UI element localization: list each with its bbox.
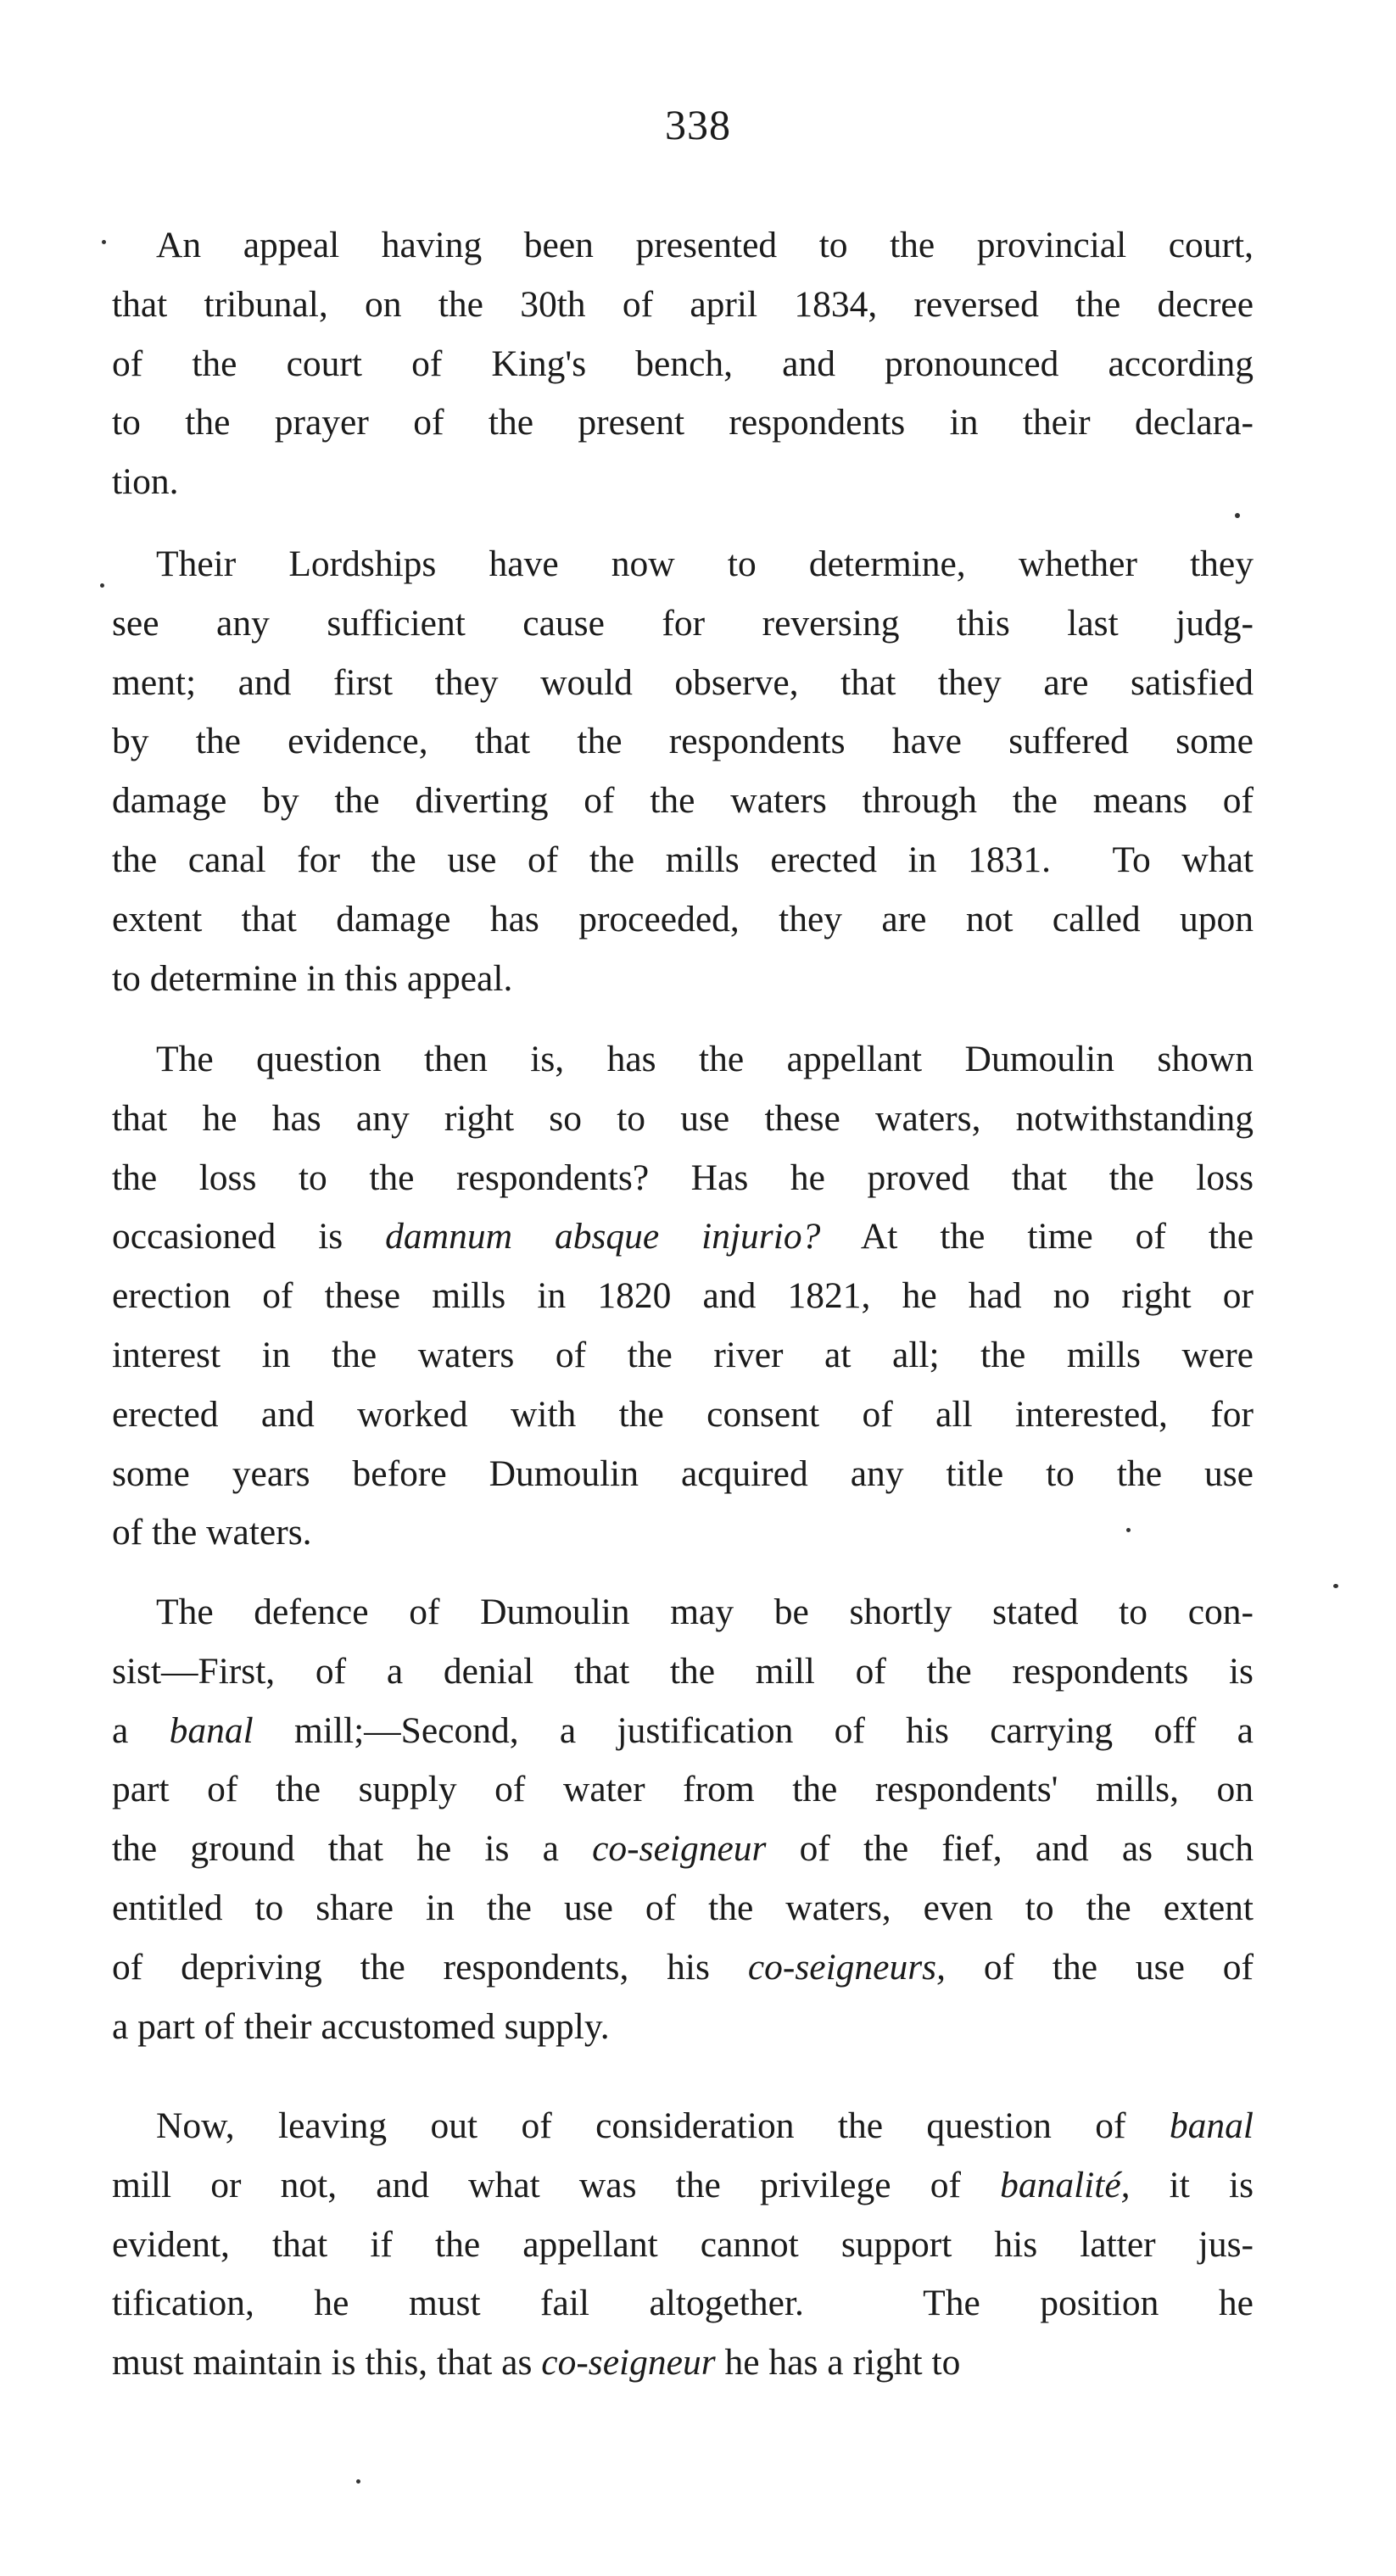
text-run: he has a right to bbox=[715, 2342, 961, 2384]
text-run: it is bbox=[1130, 2164, 1254, 2205]
text-line bbox=[112, 1445, 1254, 1504]
text-run: of depriving the respondents, his bbox=[112, 1946, 748, 1988]
text-run: extent that damage has proceeded, they are not called upon bbox=[112, 898, 1254, 940]
text-run: must maintain is this, that as bbox=[112, 2342, 542, 2384]
text-run: the ground that he is a bbox=[112, 1828, 593, 1870]
text-line bbox=[112, 276, 1254, 335]
text-run: of the use of bbox=[945, 1946, 1254, 1988]
text-run: erection of these mills in 1820 and 1821, he had no right or bbox=[112, 1275, 1254, 1317]
text-run: the loss to the respondents? Has he proved that the loss bbox=[112, 1157, 1254, 1198]
text-run: erected and worked with the consent of all interested, for bbox=[112, 1393, 1254, 1435]
text-line bbox=[112, 1090, 1254, 1149]
text-line bbox=[112, 1879, 1254, 1938]
scan-speck bbox=[1235, 513, 1240, 518]
text-run: to determine in this appeal. bbox=[112, 957, 513, 999]
text-line bbox=[112, 1702, 1254, 1761]
text-line bbox=[112, 1760, 1254, 1820]
text-line bbox=[112, 1326, 1254, 1386]
text-line bbox=[112, 2156, 1254, 2216]
text-run: The defence of Dumoulin may be shortly stated to con- bbox=[156, 1592, 1254, 1632]
text-line bbox=[112, 1386, 1254, 1445]
text-run: of the waters. bbox=[112, 1512, 312, 1553]
scan-speck bbox=[102, 240, 106, 244]
text-line bbox=[112, 1149, 1254, 1208]
scan-speck bbox=[1126, 1528, 1131, 1532]
text-run: occasioned is bbox=[112, 1216, 386, 1257]
paragraph-consideration bbox=[112, 2097, 1254, 2393]
text-run: to the prayer of the present respondents in their declara- bbox=[112, 402, 1254, 443]
text-line bbox=[112, 1207, 1254, 1267]
text-run: by the evidence, that the respondents have suffered some bbox=[112, 721, 1254, 762]
text-line bbox=[112, 1998, 1254, 2057]
text-line bbox=[112, 216, 1254, 276]
text-line bbox=[112, 453, 1254, 512]
text-line bbox=[112, 535, 1254, 594]
text-run: a bbox=[112, 1709, 170, 1751]
text-line bbox=[112, 1820, 1254, 1879]
text-run: evident, that if the appellant cannot support his latter jus- bbox=[112, 2223, 1254, 2265]
text-run: mill;—Second, a justification of his carrying off a bbox=[253, 1709, 1254, 1751]
text-run: The question then is, has the appellant Dumoulin shown bbox=[156, 1039, 1254, 1079]
italic-term: banal bbox=[1169, 2105, 1254, 2146]
italic-term: co-seigneur bbox=[592, 1828, 767, 1870]
text-line bbox=[112, 393, 1254, 453]
text-run: Now, leaving out of consideration the question of bbox=[156, 2105, 1170, 2146]
text-line bbox=[112, 1503, 1254, 1563]
paragraph-question bbox=[112, 1030, 1254, 1563]
text-run: entitled to share in the use of the waters, even to the extent bbox=[112, 1887, 1254, 1928]
text-line bbox=[112, 2333, 1254, 2393]
text-run: that he has any right so to use these waters, notwithstanding bbox=[112, 1097, 1254, 1139]
text-run: some years before Dumoulin acquired any title to the use bbox=[112, 1452, 1254, 1494]
text-line bbox=[112, 1030, 1254, 1090]
text-line bbox=[112, 594, 1254, 654]
scan-speck bbox=[356, 2479, 360, 2484]
text-run: a part of their accustomed supply. bbox=[112, 2005, 610, 2047]
italic-term: damnum absque injurio? bbox=[385, 1216, 821, 1257]
text-line bbox=[112, 831, 1254, 890]
italic-term: banalité, bbox=[1000, 2164, 1131, 2205]
scan-speck bbox=[1333, 1584, 1338, 1588]
text-run: that tribunal, on the 30th of april 1834, reversed the decree bbox=[112, 283, 1254, 325]
text-run: mill or not, and what was the privilege of bbox=[112, 2164, 1001, 2205]
text-line bbox=[112, 1267, 1254, 1326]
text-run: part of the supply of water from the respondents' mills, on bbox=[112, 1769, 1254, 1810]
text-run: Their Lordships have now to determine, whether they bbox=[156, 544, 1254, 584]
text-line bbox=[112, 772, 1254, 831]
text-run: of the fief, and as such bbox=[766, 1828, 1254, 1870]
text-line bbox=[112, 654, 1254, 713]
paragraph-lordships bbox=[112, 535, 1254, 1008]
paragraph-defence bbox=[112, 1583, 1254, 2056]
text-line bbox=[112, 1938, 1254, 1998]
text-run: see any sufficient cause for reversing this last judg- bbox=[112, 602, 1254, 644]
text-line bbox=[112, 2216, 1254, 2275]
text-line bbox=[112, 2097, 1254, 2156]
italic-term: banal bbox=[169, 1709, 254, 1751]
text-line bbox=[112, 335, 1254, 394]
text-run: tification, he must fail altogether. The position he bbox=[112, 2283, 1254, 2324]
text-run: of the court of King's bench, and pronounced according bbox=[112, 343, 1254, 384]
scan-speck bbox=[100, 583, 104, 588]
text-run: tion. bbox=[112, 461, 179, 503]
text-run: interest in the waters of the river at all; the mills were bbox=[112, 1334, 1254, 1375]
text-line bbox=[112, 712, 1254, 772]
text-line bbox=[112, 1583, 1254, 1642]
text-run: ment; and first they would observe, that they are satisfied bbox=[112, 661, 1254, 703]
italic-term: co-seigneurs, bbox=[747, 1946, 946, 1988]
text-run: the canal for the use of the mills erected in 1831. To what bbox=[112, 839, 1254, 880]
text-run: At the time of the bbox=[820, 1216, 1254, 1257]
page-number: 338 bbox=[665, 101, 731, 148]
text-run: damage by the diverting of the waters through the means of bbox=[112, 780, 1254, 822]
text-run: An appeal having been presented to the provincial court, bbox=[156, 225, 1254, 265]
paragraph-appeal bbox=[112, 216, 1254, 512]
italic-term: co-seigneur bbox=[541, 2342, 716, 2384]
text-line bbox=[112, 890, 1254, 950]
text-line bbox=[112, 950, 1254, 1009]
text-line bbox=[112, 2274, 1254, 2333]
text-line bbox=[112, 1642, 1254, 1702]
text-run: sist—First, of a denial that the mill of the respondents is bbox=[112, 1650, 1254, 1692]
